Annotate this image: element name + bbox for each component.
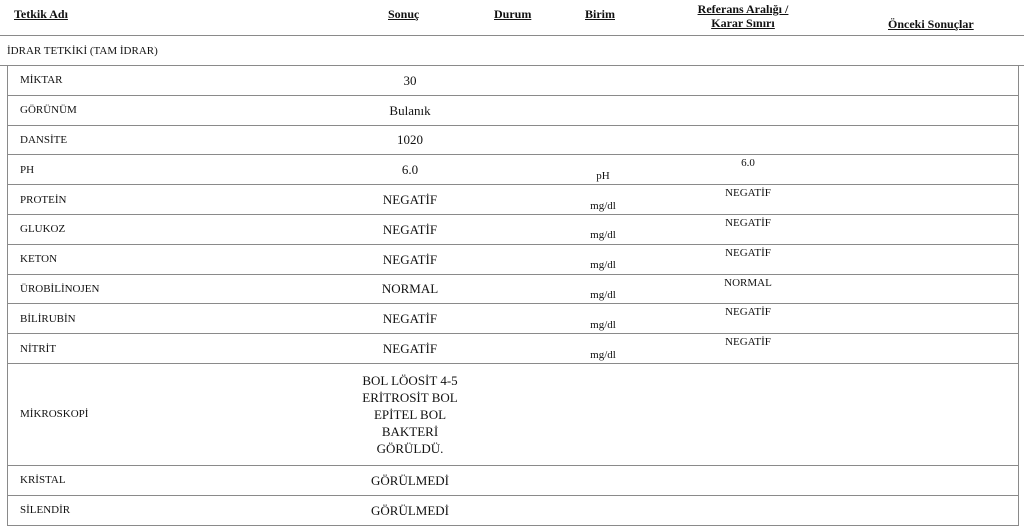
header-reference [668, 2, 818, 30]
test-result: NEGATİF [382, 192, 438, 208]
test-result: NEGATİF [382, 251, 438, 267]
test-unit: mg/dl [590, 288, 616, 301]
table-row [7, 364, 1019, 466]
test-name: KETON [20, 253, 58, 266]
table-header [0, 0, 1024, 36]
test-result: 6.0 [401, 162, 419, 178]
test-name: KRİSTAL [20, 474, 66, 487]
test-name: MİKROSKOPİ [20, 408, 89, 421]
header-reference-line2: Karar Sınırı [711, 16, 775, 30]
test-name: PH [20, 163, 35, 176]
test-name: PROTEİN [20, 193, 67, 206]
test-name: GLUKOZ [20, 223, 66, 236]
test-result-text: BOL LÖOSİT 4-5 ERİTROSİT BOL EPİTEL BOL BAKTERİ GÖRÜLDÜ. [362, 372, 458, 456]
table-row [7, 334, 1019, 364]
test-result: GÖRÜLMEDİ [371, 472, 449, 488]
test-name: GÖRÜNÜM [20, 104, 77, 117]
test-result [350, 364, 470, 465]
test-reference: NEGATİF [725, 336, 771, 349]
test-reference: NORMAL [724, 276, 772, 289]
test-reference: NEGATİF [725, 216, 771, 229]
header-previous-results: Önceki Sonuçlar [888, 17, 974, 31]
section-header [0, 36, 1024, 66]
test-name: ÜROBİLİNOJEN [20, 282, 100, 295]
header-reference-line1: Referans Aralığı / [697, 2, 789, 16]
test-unit: pH [596, 169, 610, 182]
test-result: NORMAL [381, 281, 439, 297]
test-unit: mg/dl [590, 318, 616, 331]
section-title: İDRAR TETKİKİ (TAM İDRAR) [7, 45, 158, 57]
test-reference: NEGATİF [725, 246, 771, 259]
results-table [7, 66, 1019, 526]
table-row [7, 496, 1019, 526]
header-test-name: Tetkik Adı [14, 7, 68, 21]
test-result: GÖRÜLMEDİ [371, 502, 449, 518]
test-unit [578, 370, 628, 471]
table-row [7, 185, 1019, 215]
test-unit: mg/dl [590, 199, 616, 212]
test-result: NEGATİF [382, 221, 438, 237]
test-reference: 6.0 [741, 157, 755, 170]
test-unit: mg/dl [590, 348, 616, 361]
table-row [7, 155, 1019, 185]
table-row [7, 215, 1019, 245]
header-unit: Birim [585, 7, 615, 21]
test-name: BİLİRUBİN [20, 312, 76, 325]
table-row [7, 466, 1019, 496]
test-result: 30 [403, 72, 417, 88]
test-result: 1020 [397, 132, 423, 148]
test-name: DANSİTE [20, 133, 68, 146]
test-name: MİKTAR [20, 74, 63, 87]
test-result: NEGATİF [382, 311, 438, 327]
test-unit: mg/dl [590, 259, 616, 272]
table-row [7, 245, 1019, 275]
table-row [7, 275, 1019, 305]
header-result: Sonuç [388, 7, 420, 21]
header-status: Durum [494, 7, 532, 21]
table-row [7, 304, 1019, 334]
test-name: NİTRİT [20, 342, 57, 355]
table-row [7, 66, 1019, 96]
test-result: Bulanık [389, 102, 431, 118]
test-reference: NEGATİF [725, 306, 771, 319]
test-name: SİLENDİR [20, 504, 71, 517]
table-row [7, 96, 1019, 126]
test-unit: mg/dl [590, 229, 616, 242]
test-unit [578, 502, 628, 531]
test-result: NEGATİF [382, 341, 438, 357]
table-row [7, 126, 1019, 156]
test-reference: NEGATİF [725, 187, 771, 200]
